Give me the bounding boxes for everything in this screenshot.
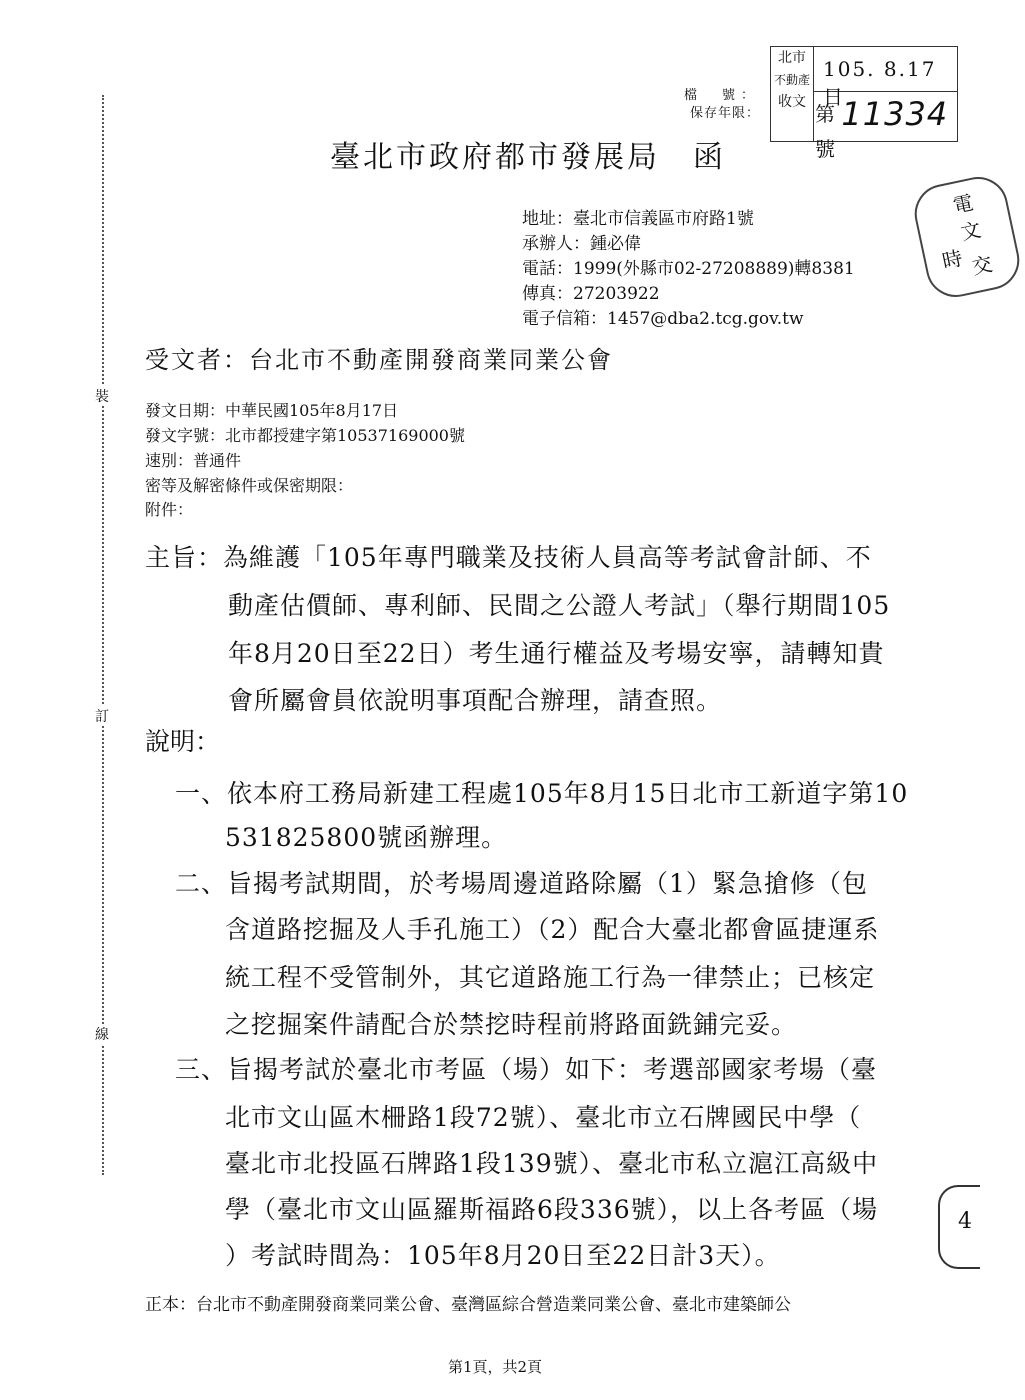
- recipient: 受文者：台北市不動產開發商業同業公會: [145, 346, 613, 374]
- contact-email: 電子信箱：1457@dba2.tcg.gov.tw: [522, 309, 804, 329]
- explanation-item-line: 學（臺北市文山區羅斯福路6段336號），以上各考區（場: [225, 1195, 879, 1224]
- delivery-speed: 速別：普通件: [145, 451, 242, 470]
- receive-number-prefix: 第: [815, 102, 835, 126]
- retention-period-label: 保存年限：: [689, 106, 760, 121]
- attachment: 附件：: [145, 500, 194, 519]
- stamp-org-line: 北市: [778, 50, 806, 66]
- explanation-item-line: 統工程不受管制外，其它道路施工行為一律禁止；已核定: [225, 963, 876, 992]
- receive-number-suffix: 號: [815, 137, 835, 161]
- explanation-item-line: 一、依本府工務局新建工程處105年8月15日北市工新道字第10: [175, 779, 909, 808]
- page-edge-mark-number: 4: [958, 1209, 972, 1234]
- explanation-item-line: 北市文山區木柵路1段72號）、臺北市立石牌國民中學（: [225, 1103, 862, 1132]
- contact-address: 地址：臺北市信義區市府路1號: [522, 209, 754, 229]
- seal-char: 電: [950, 190, 976, 218]
- time-seal: [909, 171, 1025, 302]
- explanation-item-line: ）考試時間為：105年8月20日至22日計3天）。: [225, 1241, 781, 1270]
- receive-number-value: 11334: [841, 95, 949, 133]
- file-number-label: 檔 號：: [683, 88, 760, 103]
- security-level: 密等及解密條件或保密期限：: [145, 476, 354, 495]
- subject-line: 會所屬會員依說明事項配合辦理，請查照。: [228, 686, 723, 715]
- document-title: 臺北市政府都市發展局 函: [330, 140, 726, 175]
- issue-date: 發文日期：中華民國105年8月17日: [145, 401, 399, 420]
- seal-char: 交: [969, 251, 995, 280]
- stamp-org-line: 不動產: [773, 73, 810, 87]
- margin-char-xian: 線: [92, 1024, 112, 1044]
- copy-to: 正本：台北市不動產開發商業同業公會、臺灣區綜合營造業同業公會、臺北市建築師公: [145, 1295, 791, 1315]
- explanation-item-line: 含道路挖掘及人手孔施工）（2）配合大臺北都會區捷運系: [225, 915, 880, 944]
- explanation-heading: 說明：: [145, 727, 221, 756]
- receive-stamp-org: [771, 47, 814, 141]
- contact-fax: 傳真：27203922: [522, 284, 660, 304]
- receive-date: 105. 8.17日: [823, 57, 937, 109]
- contact-phone: 電話：1999(外縣市02-27208889)轉8381: [522, 259, 855, 279]
- seal-char: 文: [958, 217, 984, 245]
- page-number: 第1頁，共2頁: [447, 1358, 543, 1376]
- explanation-item-line: 二、旨揭考試期間，於考場周邊道路除屬（1）緊急搶修（包: [175, 869, 868, 898]
- receive-number: [815, 95, 955, 162]
- contact-officer: 承辦人：鍾必偉: [522, 234, 641, 254]
- subject-line: 動產估價師、專利師、民間之公證人考試」（舉行期間105: [228, 591, 891, 620]
- margin-char-ding: 訂: [92, 706, 112, 726]
- explanation-item-line: 三、旨揭考試於臺北市考區（場）如下：考選部國家考場（臺: [175, 1055, 878, 1084]
- seal-char: 時: [940, 245, 965, 274]
- stamp-org-line: 收文: [778, 94, 806, 110]
- document-number: 發文字號：北市都授建字第10537169000號: [145, 426, 465, 445]
- receive-stamp: [770, 46, 958, 161]
- explanation-item-line: 531825800號函辦理。: [225, 823, 508, 852]
- page-edge-mark: [938, 1185, 980, 1269]
- subject-line: 年8月20日至22日）考生通行權益及考場安寧，請轉知貴: [228, 639, 885, 668]
- binding-margin-line: [102, 95, 104, 1175]
- explanation-item-line: 臺北市北投區石牌路1段139號）、臺北市私立滬江高級中: [225, 1149, 879, 1178]
- explanation-item-line: 之挖掘案件請配合於禁挖時程前將路面銑鋪完妥。: [225, 1010, 798, 1039]
- margin-char-zhuang: 裝: [92, 386, 112, 406]
- subject-line: 主旨：為維護「105年專門職業及技術人員高等考試會計師、不: [145, 543, 872, 572]
